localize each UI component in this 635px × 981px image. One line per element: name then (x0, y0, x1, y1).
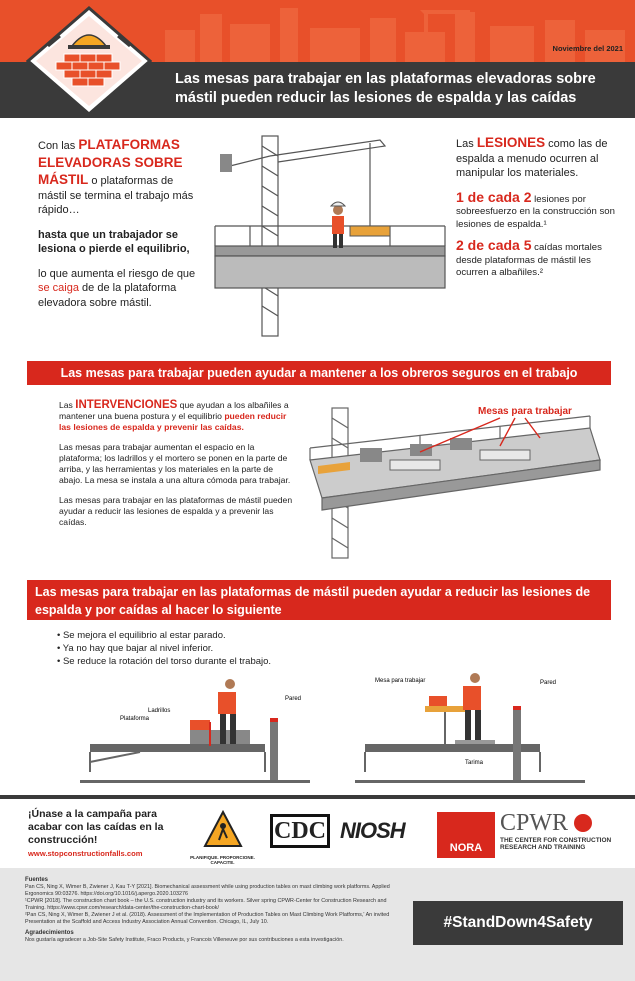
fall-highlight: se caiga (38, 282, 79, 294)
section-2-text (59, 400, 295, 528)
mast-platform-highlight: PLATAFORMAS ELEVADORAS SOBRE MÁSTIL (38, 137, 183, 187)
nora-logo: NORA (437, 812, 495, 858)
tables-benefit: Las mesas para trabajar en las plataformas de mástil pueden ayudar a reducir las lesiones de espalda y a prevenir las caídas. (59, 495, 293, 527)
date-label: Noviembre del 2021 (552, 44, 623, 53)
interventions-highlight: INTERVENCIONES (75, 399, 178, 411)
stat-2-text: caídas mortales desde plataformas de mástil les ocurren a albañiles.² (456, 242, 602, 278)
tables-description: Las mesas para trabajar aumentan el espacio en la plataforma; los ladrillos y el mortero se ponen en la parte de arriba, y las herramientas y los materiales en la parte de abajo. La mesa se instala a una altura cómoda para trabajar. (59, 442, 291, 485)
interventions-mid: que ayudan a los albañiles a mantener una buena postura y el equilibrio (59, 400, 289, 421)
cpwr-name: CPWR (500, 810, 569, 836)
ack-text: Nos gustaría agradecer a Job-Site Safety Institute, Fraco Products, y Francois Villeneuve por sus contribuciones a esta investigación. (25, 937, 344, 943)
campaign-block (28, 808, 178, 858)
page-title: Las mesas para trabajar en las plataformas elevadoras sobre mástil pueden reducir las lesiones de espalda y las caídas (175, 71, 596, 106)
source-item: ²Pan CS, Ning X, Wimer B, Zwiener J et al. (2018). Assessment of the Implementation of Production Tables on Mast Climbing Work Platforms,' An invited Presentation at the Scaffold and Access Industry Association Annual Convention. Chicago, IL, July 10. (25, 912, 390, 925)
cpwr-mark-icon (574, 814, 592, 832)
after-diagram (355, 672, 585, 787)
sources-title: Fuentes (25, 877, 49, 883)
mast-platform-illustration (210, 126, 448, 338)
source-item: ¹CPWR [2018]. The construction chart book – the U.S. construction industry and its workers. Silver spring CPWR-Center for Construction Research and Training. https://www.cpwr.com/research/data-center/the-construction-chart-book/ (25, 898, 387, 911)
interventions-intro: Las (59, 400, 73, 410)
stat-1-value: 1 de cada 2 (456, 188, 532, 205)
stat-2-value: 2 de cada 5 (456, 237, 532, 253)
intro-text: Con las (38, 140, 76, 152)
intro-text-post: o plataformas de mástil se termina el trabajo más rápido… (38, 175, 194, 216)
interventions-red-text: pueden reducir las lesiones de espalda y prevenir las caídas. (59, 411, 287, 432)
section-3-bar: Las mesas para trabajar en las plataformas de mástil pueden ayudar a reducir las lesiones de espalda y por caídas al hacer lo siguiente (27, 580, 611, 620)
wall-label-right: Pared (540, 680, 557, 686)
stand-label: Tarima (465, 760, 484, 766)
table-label: Mesa para trabajar (375, 678, 426, 684)
list-item: • Se mejora el equilibrio al estar parado. (57, 629, 271, 642)
stand-down-logo (26, 6, 152, 116)
plan-logo (185, 810, 260, 865)
stat-1-text: lesiones por sobreesfuerzo en la construcción son lesiones de espalda.¹ (456, 193, 615, 230)
campaign-text: ¡Únase a la campaña para acabar con las caídas en la construcción! (28, 808, 164, 846)
list-item: • Se reduce la rotación del torso durante el trabajo. (57, 655, 271, 668)
intro-injury-text: hasta que un trabajador se lesiona o pierde el equilibrio, (38, 228, 190, 255)
intro-right (456, 136, 616, 280)
injuries-highlight: LESIONES (476, 135, 546, 150)
ack-title: Agradecimientos (25, 930, 74, 936)
injury-intro-post: como las de espalda a menudo ocurren al manipular los materiales. (456, 138, 608, 179)
intro-risk-post: de de la plataforma elevadora sobre mástil. (38, 282, 177, 309)
injury-intro-text: Las (456, 138, 474, 150)
niosh-logo: NIOSH (340, 818, 405, 843)
divider (0, 795, 635, 799)
intro-risk-text: lo que aumenta el riesgo de que (38, 267, 196, 280)
work-tables-illustration (300, 398, 620, 566)
worker-standing-icon (463, 673, 481, 740)
fall-warning-icon (203, 810, 243, 850)
worker-figure (331, 202, 345, 248)
cpwr-subtitle: THE CENTER FOR CONSTRUCTION RESEARCH AND TRAINING (500, 837, 612, 851)
source-item: Pan CS, Ning X, Wimer B, Zwiener J, Kau T-Y [2021]. Biomechanical assessment while using production tables on mast climbing work platforms. Applied Ergonomics 90:03276. https://doi.org/10.1016/j.apergo.2020.103276 (25, 884, 390, 897)
plan-tagline: PLANIFIQUE. PROPORCIONE. CAPACITE. (190, 855, 255, 865)
platform-label: Plataforma (120, 716, 150, 722)
sources-block (25, 877, 395, 944)
benefits-list (57, 629, 271, 668)
list-item: • Ya no hay que bajar al nivel inferior. (57, 642, 271, 655)
campaign-url-link[interactable]: www.stopconstructionfalls.com (28, 849, 143, 858)
tables-callout: Mesas para trabajar (478, 406, 572, 417)
bricks-label: Ladrillos (148, 708, 171, 714)
hashtag-badge: #StandDown4Safety (413, 901, 623, 945)
wall-label-left: Pared (285, 696, 302, 702)
section-2-bar: Las mesas para trabajar pueden ayudar a mantener a los obreros seguros en el trabajo (27, 361, 611, 385)
intro-left (38, 136, 203, 310)
cdc-logo: CDC (270, 814, 330, 848)
cpwr-logo (500, 810, 620, 851)
before-diagram (80, 672, 310, 787)
